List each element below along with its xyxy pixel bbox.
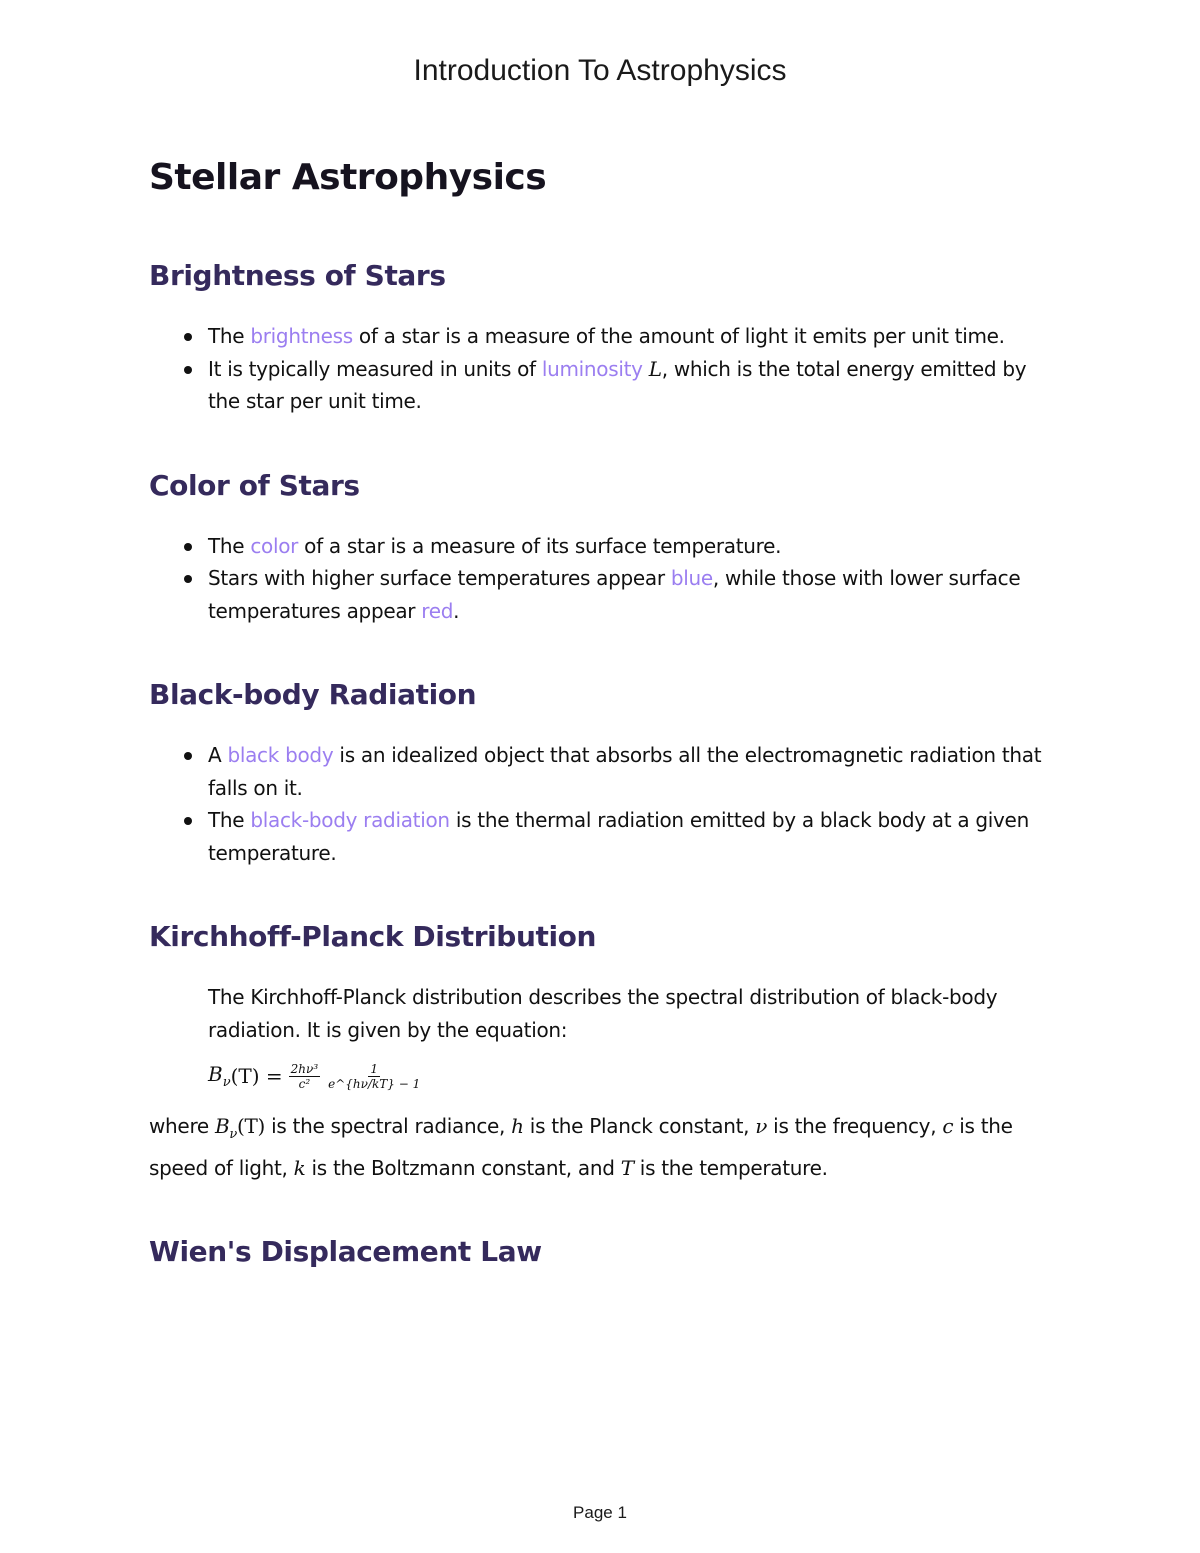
page-header: Introduction To Astrophysics [413,54,787,87]
paragraph-where: where $B_\nu(T)$ is the spectral radiance, h is the Planck constant, ν is the frequency, c is the speed of light, k is the Boltzmann constant, and T is the temperature. [149,1114,1013,1180]
eq-fraction: $\frac{\text{2hν³}}{\text{c²}}$ [290,1061,319,1091]
page-title: Stellar Astrophysics [149,157,547,198]
page-number: Page 1 [573,1503,627,1522]
heading-color: Color of Stars [149,468,360,502]
document-body [149,148,1049,1270]
section-color [149,468,1049,628]
section-brightness [149,258,1049,418]
equation [149,1052,1049,1100]
section-blackbody [149,677,1049,869]
heading-wien: Wien's Displacement Law [149,1235,542,1268]
highlight-term: red [421,598,454,623]
highlight-term: black-body radiation [250,808,450,832]
math-symbol: k [293,1155,306,1180]
list-item: A black body is an idealized object that absorbs all the electromagnetic radiation that falls on it. [208,739,1049,804]
bullet-list [149,739,1049,869]
list-item: The brightness of a star is a measure of the amount of light it emits per unit time. [208,320,1049,353]
section-wien [149,1234,1049,1270]
heading-blackbody: Black-body Radiation [149,678,477,711]
highlight-term: luminosity [541,356,643,381]
heading-brightness: Brightness of Stars [149,259,446,292]
list-item: The color of a star is a measure of its surface temperature. [208,530,1049,563]
paragraph-intro: The Kirchhoff-Planck distribution describes the spectral distribution of black-body radiation. It is given by the equation: [208,985,998,1042]
bullet-list [149,320,1049,418]
math-symbol: c [942,1114,954,1138]
bullet-list [149,530,1049,628]
math-symbol: T [620,1155,634,1180]
highlight-term: black body [227,743,334,767]
math-symbol: h [511,1114,524,1138]
eq-lhs-arg: (T) = [230,1064,283,1088]
list-item: Stars with higher surface temperatures appear blue, while those with lower surface temperatures appear red. [208,562,1049,627]
eq-lhs: $B_\nu$ [208,1062,231,1090]
list-item: It is typically measured in units of luminosity L, which is the total energy emitted by the star per unit time. [208,353,1049,418]
list-item: The black-body radiation is the thermal radiation emitted by a black body at a given temperature. [208,804,1049,869]
section-kirchhoff [149,919,1049,1184]
math-symbol: $B_\nu(T)$ [214,1114,266,1142]
highlight-term: color [250,533,299,558]
math-symbol: L [648,356,662,381]
highlight-term: blue [670,566,713,590]
heading-kirchhoff: Kirchhoff-Planck Distribution [149,920,597,953]
highlight-term: brightness [250,324,353,348]
eq-fraction: $\frac{1}{e\^{}\{h\nu/kT\} - 1}$ [328,1061,421,1091]
math-symbol: ν [755,1114,768,1138]
